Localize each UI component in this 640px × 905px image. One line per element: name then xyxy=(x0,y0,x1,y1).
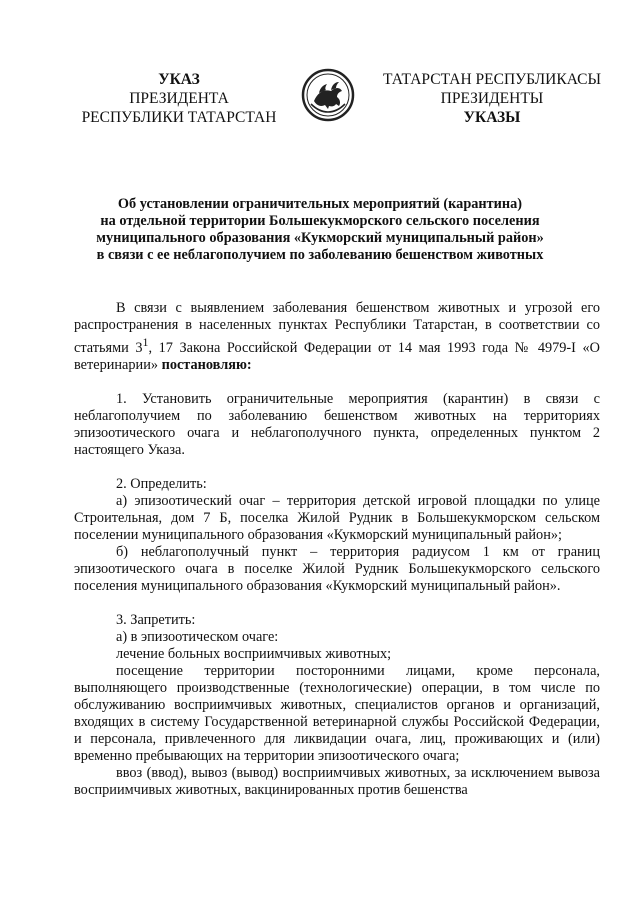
preamble-superscript: 1 xyxy=(142,335,149,349)
header-right-line-1: ТАТАРСТАН РЕСПУБЛИКАСЫ xyxy=(383,71,601,88)
decree-word: постановляю: xyxy=(161,356,252,373)
preamble-text: В связи с выявлением заболевания бешенством животных и угрозой его распространения в населенных пунктах Республики Татарстан, в соответствии со статьями 3 xyxy=(74,300,600,356)
header-right-tatar xyxy=(372,70,612,127)
decree-body xyxy=(74,300,600,799)
item-1: 1. Установить ограничительные мероприятия (карантин) в связи с неблагополучием по заболеванию бешенством животных на территориях эпизоотического очага и неблагополучного пункта, определенных пунктом 2 настоящего Указа. xyxy=(74,390,600,458)
item-3-a-p3: ввоз (ввод), вывоз (вывод) восприимчивых животных, за исключением вывоза восприимчивых животных, вакцинированных против бешенства xyxy=(74,764,600,798)
header-left-line-1: УКАЗ xyxy=(158,71,200,88)
title-line-4: в связи с ее неблагополучием по заболеванию бешенством животных xyxy=(96,247,544,263)
tatarstan-leopard-emblem-icon xyxy=(301,68,355,122)
header-right-line-2: ПРЕЗИДЕНТЫ xyxy=(440,90,544,107)
preamble-paragraph xyxy=(74,300,600,374)
item-3-heading: 3. Запретить: xyxy=(116,611,196,628)
preamble-text-2: , 17 Закона Российской Федерации от 14 мая 1993 года № 4979-I «О ветеринарии» xyxy=(74,339,600,373)
title-line-3: муниципального образования «Кукморский муниципальный район» xyxy=(96,230,544,246)
header-left-line-2: ПРЕЗИДЕНТА xyxy=(129,90,229,107)
document-header xyxy=(0,70,640,140)
item-3-a-p1: лечение больных восприимчивых животных; xyxy=(116,645,392,662)
decree-title xyxy=(60,196,580,264)
title-line-2: на отдельной территории Большекукморского сельского поселения xyxy=(100,213,540,229)
item-2-heading: 2. Определить: xyxy=(116,475,207,492)
title-line-1: Об установлении ограничительных мероприятий (карантина) xyxy=(117,196,523,212)
header-left-russian xyxy=(70,70,288,127)
header-left-line-3: РЕСПУБЛИКИ ТАТАРСТАН xyxy=(81,109,277,126)
item-3-a: а) в эпизоотическом очаге: xyxy=(116,628,279,645)
header-right-line-3: УКАЗЫ xyxy=(463,109,521,126)
item-2-b: б) неблагополучный пункт – территория радиусом 1 км от границ эпизоотического очага в поселке Жилой Рудник Большекукморского сельского поселения муниципального образования «Кукморский муниципальный район». xyxy=(74,543,600,594)
item-2-a: а) эпизоотический очаг – территория детской игровой площадки по улице Строительная, дом 7 Б, поселка Жилой Рудник в Большекукморском сельском поселении муниципального образования «Кукморский муниципальный район»; xyxy=(74,492,600,543)
item-3-a-p2: посещение территории посторонними лицами, кроме персонала, выполняющего производственные (технологические) операции, в том числе по обслуживанию восприимчивых животных, специалистов органов и организаций, входящих в систему Государственной ветеринарной службы Российской Федерации, и персонала, привлеченного для ликвидации очага, лиц, проживающих и (или) временно пребывающих на территории эпизоотического очага; xyxy=(74,662,600,764)
